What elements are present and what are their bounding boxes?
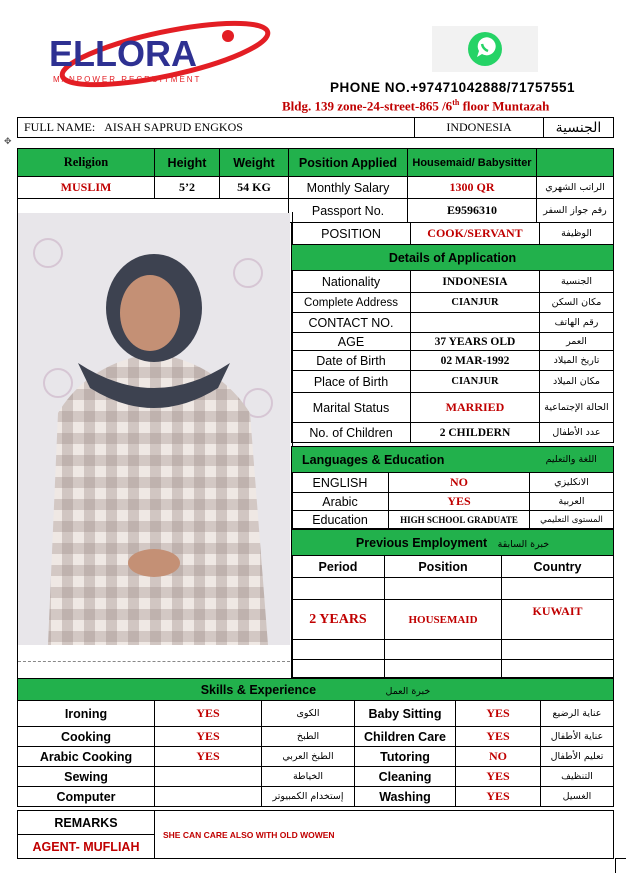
skills-title: Skills & Experience خبرة العمل <box>18 679 614 701</box>
blank-cell <box>502 660 614 678</box>
passport-label: Passport No. <box>289 199 408 223</box>
salary-ar: الراتب الشهري <box>537 177 614 199</box>
skill-value: NO <box>456 747 541 767</box>
blank-cell <box>502 640 614 660</box>
skill-label: Washing <box>355 787 456 807</box>
details-row-value: 2 CHILDERN <box>411 423 540 443</box>
skill-value: YES <box>155 747 262 767</box>
table-move-handle-icon[interactable]: ✥ <box>4 136 12 146</box>
skill-value: YES <box>456 727 541 747</box>
agent-name: AGENT- MUFLIAH <box>18 835 155 859</box>
details-row-value: 02 MAR-1992 <box>411 351 540 371</box>
details-row-ar: الحالة الإجتماعية <box>540 393 614 423</box>
position-header: Position <box>385 556 502 578</box>
blank-cell <box>292 640 385 660</box>
details-row-value: INDONESIA <box>411 271 540 293</box>
skill-ar: إستخدام الكمبيوتر <box>262 787 355 807</box>
skill-label: Baby Sitting <box>355 701 456 727</box>
office-address: Bldg. 139 zone-24-street-865 /6th floor Muntazah <box>282 98 550 114</box>
details-row-value: MARRIED <box>411 393 540 423</box>
details-row-label: Date of Birth <box>292 351 411 371</box>
blank-cell <box>502 578 614 600</box>
details-row-ar: مكان السكن <box>540 293 614 313</box>
svg-text:ELLORA: ELLORA <box>49 33 197 74</box>
skill-label: Tutoring <box>355 747 456 767</box>
candidate-photo <box>18 213 290 645</box>
details-row-value: CIANJUR <box>411 371 540 393</box>
details-row-value: 37 YEARS OLD <box>411 333 540 351</box>
photo-dashed-line <box>18 661 290 662</box>
details-row-label: AGE <box>292 333 411 351</box>
details-row-value: CIANJUR <box>411 293 540 313</box>
weight-value: 54 KG <box>220 177 289 199</box>
education-value: HIGH SCHOOL GRADUATE <box>389 511 530 529</box>
blank-cell <box>385 578 502 600</box>
skill-value <box>155 787 262 807</box>
details-row-ar: عدد الأطفال <box>540 423 614 443</box>
religion-header: Religion <box>18 149 155 177</box>
skill-ar: الطبخ العربي <box>262 747 355 767</box>
nationality-ar: الجنسية <box>544 118 614 138</box>
remarks-text: SHE CAN CARE ALSO WITH OLD WOWEN <box>155 811 540 859</box>
english-ar: الانكليزي <box>530 473 614 493</box>
arabic-value: YES <box>389 493 530 511</box>
languages-title: Languages & Education <box>292 447 530 473</box>
blank-cell <box>539 811 614 859</box>
languages-title-ar: اللغة والتعليم <box>530 447 614 473</box>
skill-ar: الخياطة <box>262 767 355 787</box>
blank-cell <box>292 578 385 600</box>
skill-ar: الغسيل <box>541 787 614 807</box>
country-header: Country <box>502 556 614 578</box>
nationality-cell: INDONESIA <box>415 118 544 138</box>
details-row-label: Nationality <box>292 271 411 293</box>
education-label: Education <box>292 511 389 529</box>
position-value: HOUSEMAID <box>385 600 502 640</box>
svg-text:MANPOWER RECRUITMENT: MANPOWER RECRUITMENT <box>53 75 202 84</box>
skill-label: Ironing <box>18 701 155 727</box>
skills-table <box>17 678 614 807</box>
skill-label: Cooking <box>18 727 155 747</box>
height-value: 5’2 <box>155 177 220 199</box>
job-position-value: COOK/SERVANT <box>411 223 540 245</box>
details-row-label: No. of Children <box>292 423 411 443</box>
details-row-label: Marital Status <box>292 393 411 423</box>
header-blank <box>537 149 614 177</box>
period-value: 2 YEARS <box>292 600 385 640</box>
position-applied-header: Position Applied <box>289 149 408 177</box>
skill-ar: عناية الأطفال <box>541 727 614 747</box>
skill-label: Computer <box>18 787 155 807</box>
phone-number: PHONE NO.+97471042888/71757551 <box>330 80 576 95</box>
remarks-table <box>17 810 614 859</box>
company-logo <box>45 14 275 92</box>
salary-value: 1300 QR <box>408 177 537 199</box>
salary-label: Monthly Salary <box>289 177 408 199</box>
skill-ar: التنظيف <box>541 767 614 787</box>
skill-label: Arabic Cooking <box>18 747 155 767</box>
details-row-label: Place of Birth <box>292 371 411 393</box>
details-row-label: Complete Address <box>292 293 411 313</box>
position-applied-value: Housemaid/ Babysitter <box>408 149 537 177</box>
employment-title: Previous Employment خبرة السابقة <box>292 530 614 556</box>
skill-ar: الطبخ <box>262 727 355 747</box>
skill-ar: الكوى <box>262 701 355 727</box>
passport-ar: رقم جواز السفر <box>537 199 614 223</box>
weight-header: Weight <box>220 149 289 177</box>
religion-value: MUSLIM <box>18 177 155 199</box>
country-value: KUWAIT <box>502 600 614 640</box>
skill-value: YES <box>456 787 541 807</box>
skill-value: YES <box>456 701 541 727</box>
details-row-ar: رقم الهاتف <box>540 313 614 333</box>
blank-cell <box>385 640 502 660</box>
full-name-cell: FULL NAME: AISAH SAPRUD ENGKOS <box>18 118 415 138</box>
whatsapp-icon <box>432 26 538 72</box>
skill-value: YES <box>155 727 262 747</box>
job-position-label: POSITION <box>292 223 411 245</box>
remarks-label: REMARKS <box>18 811 155 835</box>
skill-value <box>155 767 262 787</box>
period-header: Period <box>292 556 385 578</box>
arabic-ar: العربية <box>530 493 614 511</box>
skill-value: YES <box>155 701 262 727</box>
english-label: ENGLISH <box>292 473 389 493</box>
skill-ar: عناية الرضيع <box>541 701 614 727</box>
job-position-ar: الوظيفة <box>540 223 614 245</box>
blank-cell <box>385 660 502 678</box>
details-row-ar: مكان الميلاد <box>540 371 614 393</box>
blank-cell <box>292 660 385 678</box>
skill-label: Cleaning <box>355 767 456 787</box>
details-row-ar: العمر <box>540 333 614 351</box>
table-resize-handle[interactable] <box>615 858 626 873</box>
employment-table <box>291 529 614 678</box>
details-table <box>291 222 614 443</box>
skill-label: Children Care <box>355 727 456 747</box>
english-value: NO <box>389 473 530 493</box>
skill-value: YES <box>456 767 541 787</box>
name-row <box>17 117 614 138</box>
arabic-label: Arabic <box>292 493 389 511</box>
details-row-ar: الجنسية <box>540 271 614 293</box>
passport-value: E9596310 <box>408 199 537 223</box>
skill-ar: تعليم الأطفال <box>541 747 614 767</box>
skill-label: Sewing <box>18 767 155 787</box>
details-title: Details of Application <box>292 245 614 271</box>
details-row-value <box>411 313 540 333</box>
details-row-label: CONTACT NO. <box>292 313 411 333</box>
height-header: Height <box>155 149 220 177</box>
education-ar: المستوى التعليمي <box>530 511 614 529</box>
languages-table <box>291 446 614 529</box>
details-row-ar: تاريخ الميلاد <box>540 351 614 371</box>
